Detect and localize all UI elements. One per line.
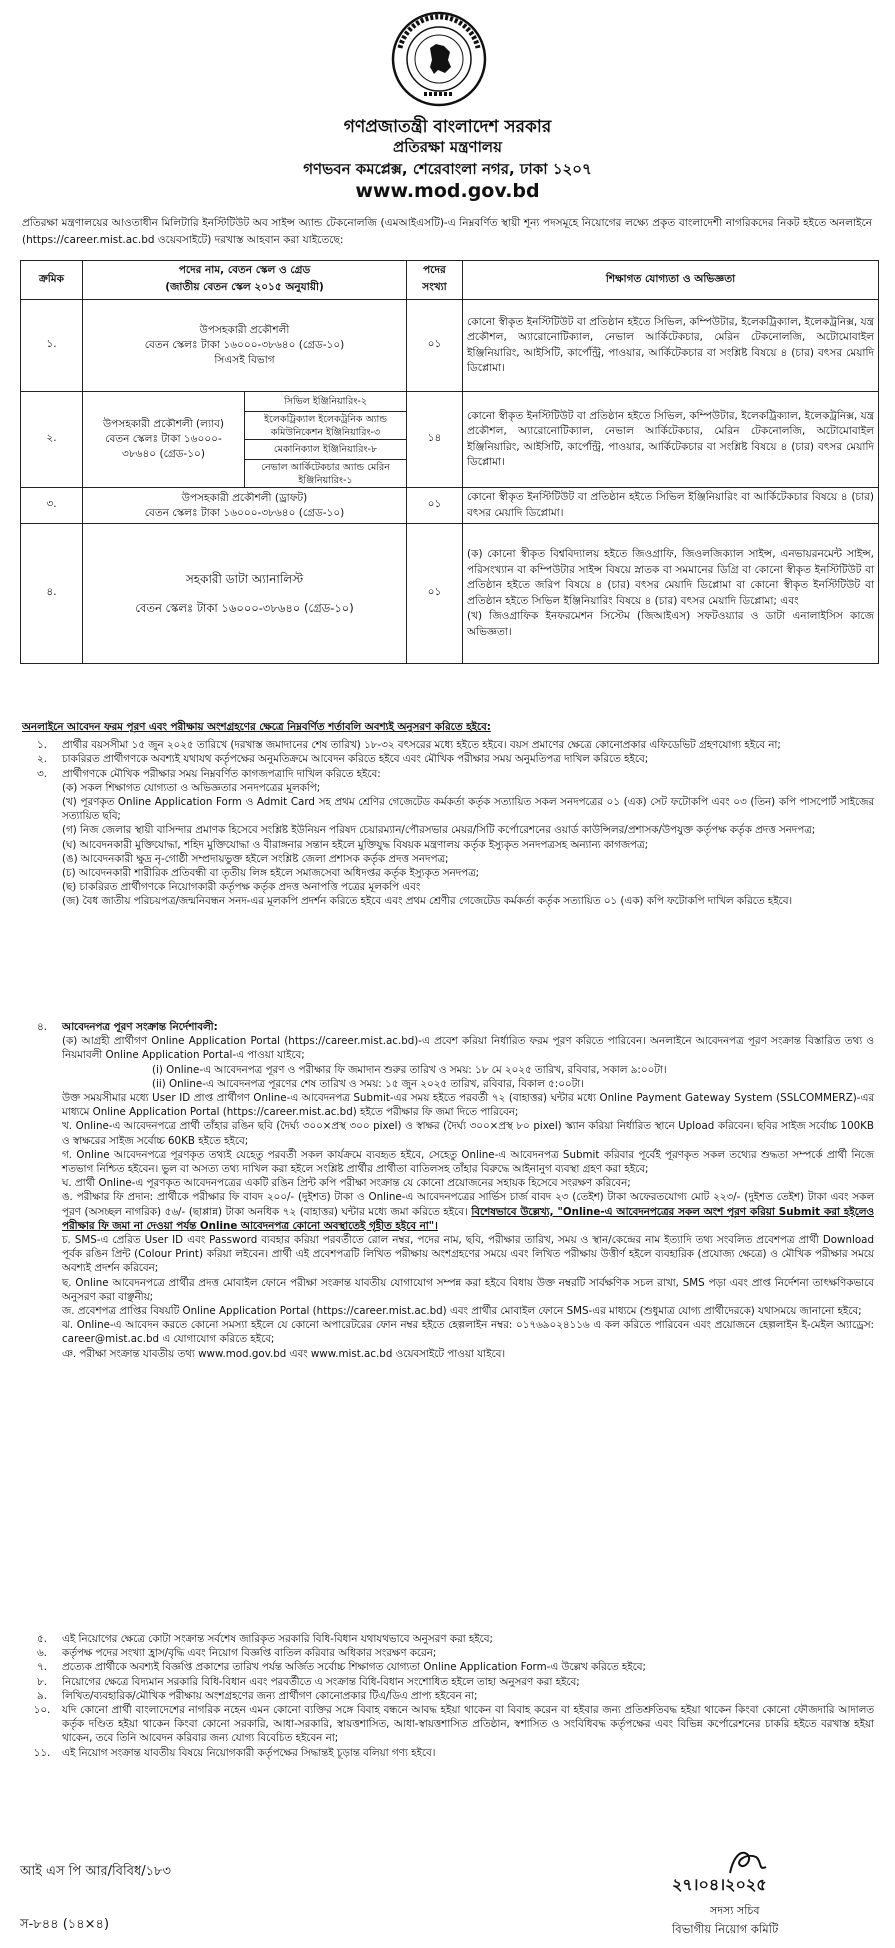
condition-item xyxy=(22,1746,874,1760)
post-name: উপসহকারী প্রকৌশলী xyxy=(199,324,290,336)
subpost-mechanical: মেকানিক্যাল ইঞ্জিনিয়ারিং-৮ xyxy=(245,440,407,460)
row-post xyxy=(83,300,407,392)
document-item: (গ) নিজ জেলার স্থায়ী বাসিন্দার প্রমাণক হিসেবে সংশ্লিষ্ট ইউনিয়ন পরিষদ চেয়ারম্যান/পৌরসভার মেয়র/সিটি কর্পোরেশনের ওয়ার্ড কাউন্সিলর/প্রশাসক/উপযুক্ত কর্তৃপক্ষ কর্তৃক প্রদত্ত সনদপত্র; xyxy=(62,824,816,837)
instruction-nga-text: ঙ. পরীক্ষার ফি প্রদান: প্রার্থীকে পরীক্ষার ফি বাবদ ২০০/- (দুইশত) টাকা ও Online-এ আবেদনপত্রের সার্ভিস চার্জ বাবদ ২৩ (তেইশ) টাকা অফেরতযোগ্য মোট ২২৩/- (দুইশত তেইশ) টাকা এবং সকল পূরণ (অসচ্ছল নাগরিক) ৫৬/- (ছাপ্পান্ন) টাকা অনধিক ৭২ (বাহাত্তর) ঘন্টার মধ্যে জমা করিতে হইবে। xyxy=(62,1191,874,1218)
condition-number: ৩. xyxy=(37,767,47,780)
condition-number: ৭. xyxy=(37,1661,47,1674)
header-serial: ক্রমিক xyxy=(21,261,83,300)
row-post xyxy=(83,524,407,664)
row-serial: ১. xyxy=(21,300,83,392)
header-count-line2: সংখ্যা xyxy=(422,281,447,293)
post-scale: বেতন স্কেলঃ টাকা ১৬০০০-৩৮৬৪০ (গ্রেড-১০) xyxy=(144,339,345,351)
row-qualification: কোনো স্বীকৃত ইনস্টিটিউট বা প্রতিষ্ঠান হইতে সিভিল ইঞ্জিনিয়ারিং বা আর্কিটেকচার বিষয়ে ৪ (চার) বৎসর মেয়াদি ডিপ্লোমা। xyxy=(463,488,879,524)
instruction-cha: চ. SMS-এ প্রেরিত User ID এবং Password ব্যবহার করিয়া পরবর্তীতে রোল নম্বর, পদের নাম, ছবি, পরীক্ষার তারিখ, সময় ও স্থান/কেন্দ্রের নাম ইত্যাদি তথ্য সংবলিত প্রবেশপত্র প্রার্থী Download পূর্বক রঙিন প্রিন্ট (Colour Print) করিয়া লইবেন। প্রার্থী এই প্রবেশপত্রটি লিখিত পরীক্ষায় অংশগ্রহণের সময়ে এবং লিখিত পরীক্ষায় উত্তীর্ণ হইলে ব্যবহারিক (প্রযোজ্য ক্ষেত্রে) ও মৌখিক পরীক্ষার সময়ে অবশ্যই প্রদর্শন করিবেন; xyxy=(62,1234,874,1275)
row-count: ০১ xyxy=(407,488,463,524)
member-secretary: সদস্য সচিব xyxy=(710,1904,760,1917)
condition-item xyxy=(22,738,874,752)
instruction-nya: ঞ. পরীক্ষা সংক্রান্ত যাবতীয় তথ্য www.mod.gov.bd এবং www.mist.ac.bd ওয়েবসাইটে পাওয়া যাইবে। xyxy=(62,1347,506,1360)
condition-item xyxy=(22,767,874,781)
row-serial: ৩. xyxy=(21,488,83,524)
instruction-date-start: (i) Online-এ আবেদনপত্র পূরণ ও পরীক্ষার ফি জমাদান শুরুর তারিখ ও সময়: ১৮ মে ২০২৫ তারিখ, রবিবার, সকাল ৯:০০টা। xyxy=(152,1063,667,1076)
instruction-nga-notice: বিশেষভাবে উল্লেখ্য, "Online-এ আবেদনপত্রের সকল অংশ পূরণ করিয়া Submit করা হইলেও পরীক্ষার ফি জমা না দেওয়া পর্যন্ত Online আবেদনপত্র কোনো অবস্থাতেই গৃহীত হইবে না"। xyxy=(62,1205,874,1232)
header-count-line1: পদের xyxy=(423,264,446,276)
row-qualification: কোনো স্বীকৃত ইনস্টিটিউট বা প্রতিষ্ঠান হইতে সিভিল, কম্পিউটার, ইলেকট্রিক্যাল, ইলেকট্রনিক্স, যন্ত্র প্রকৌশল, অ্যারোনোটিক্যাল, নেভাল আর্কিটেকচার, মেরিন টেকনোলজি, অটোমোবাইল ইঞ্জিনিয়ারিং, আইসিটি, কার্পেন্ট্রি, পাওয়ার, আর্কিটেকচার বা সংশ্লিষ্ট বিষয়ে ৪ (চার) বৎসর মেয়াদি ডিপ্লোমা। xyxy=(463,300,879,392)
document-item: (ক) সকল শিক্ষাগত যোগ্যতা ও অভিজ্ঞতার সনদপত্রের মূলকপি; xyxy=(62,781,321,794)
row-post xyxy=(83,392,245,488)
condition-text: প্রার্থীগণকে মৌখিক পরীক্ষার সময় নিম্নবর্ণিত কাগজপত্রাদি দাখিল করিতে হইবে: xyxy=(62,767,381,780)
ministry-name: প্রতিরক্ষা মন্ত্রণালয় xyxy=(393,138,502,156)
condition-number: ৫. xyxy=(37,1633,47,1645)
condition-number: ৮. xyxy=(37,1675,47,1688)
condition-number: ১১. xyxy=(33,1746,51,1759)
condition-text: প্রার্থীর বয়সসীমা ১৫ জুন ২০২৫ তারিখে (দরখাস্ত জমাদানের শেষ তারিখ) ১৮-৩২ বৎসরের মধ্যে হইতে হইবে। বয়স প্রমাণের ক্ষেত্রে কোনোপ্রকার এফিডেভিট গ্রহণযোগ্য হইবে না; xyxy=(62,739,781,752)
document-item: (ঘ) আবেদনকারী মুক্তিযোদ্ধা, শহিদ মুক্তিযোদ্ধা ও বীরাঙ্গনার সন্তান হইলে মুক্তিযুদ্ধ বিষয়ক মন্ত্রণালয় কর্তৃক ইস্যুকৃত সনদপত্রসহ অন্যান্য কাগজপত্র; xyxy=(62,838,649,851)
condition-text: যদি কোনো প্রার্থী বাংলাদেশের নাগরিক নহেন এমন কোনো ব্যক্তির সঙ্গে বিবাহ বন্ধনে আবদ্ধ হইয়া থাকেন বা বিবাহ করেন বা হইবার জন্য প্রতিশ্রুতিবদ্ধ হইয়া থাকেন কিংবা কোনো ফৌজদারি আদালত কর্তৃক দণ্ডিত হইয়া থাকেন কিংবা কোনো সরকারি, আধা-সরকারি, স্বায়ত্তশাসিত, আধা-স্বায়ত্তশাসিত প্রতিষ্ঠান, স্বশাসিত ও সংবিধিবদ্ধ কর্তৃপক্ষের এবং বিভিন্ন কর্পোরেশনের চাকরি হইতে বরখাস্ত হইয়া থাকেন, তবে তিনি আবেদন করিবার জন্য যোগ্য বিবেচিত হইবেন না; xyxy=(62,1704,874,1745)
condition-number: ৯. xyxy=(37,1689,47,1702)
table-row xyxy=(21,488,879,524)
recruitment-committee: বিভাগীয় নিয়োগ কমিটি xyxy=(672,1922,779,1936)
row-serial: ৪. xyxy=(21,524,83,664)
post-scale: বেতন স্কেলঃ টাকা ১৬০০০-৩৮৬৪০ (গ্রেড-১০) xyxy=(144,506,345,519)
condition-item xyxy=(22,1703,874,1746)
condition-text: প্রত্যেক প্রার্থীকে অবশ্যই বিজ্ঞপ্তি প্রকাশের তারিখ পর্যন্ত অর্জিত সর্বোচ্চ শিক্ষাগত যোগ্যতা Online Application Form-এ উল্লেখ করিতে হইবে; xyxy=(62,1661,646,1674)
row-post xyxy=(83,488,407,524)
condition-number: ১. xyxy=(37,739,47,752)
tail-conditions xyxy=(22,1632,874,1760)
header-post xyxy=(83,261,407,300)
header-post-line1: পদের নাম, বেতন স্কেল ও গ্রেড xyxy=(178,264,311,276)
subpost-eee: ইলেকট্রিক্যাল ইলেকট্রনিক অ্যান্ড কমিউনিকেশন ইঞ্জিনিয়ারিং-৩ xyxy=(245,412,407,440)
section4-number: ৪. xyxy=(37,1021,47,1033)
condition-text: লিখিত/ব্যবহারিক/মৌখিক পরীক্ষায় অংশগ্রহণের জন্য প্রার্থীগণ কোনোপ্রকার টিএ/ডিএ প্রাপ্য হইবেন না; xyxy=(62,1689,478,1702)
instruction-ka: (ক) আগ্রহী প্রার্থীগণ Online Application Portal (https://career.mist.ac.bd)-এ প্রবেশ করিয়া নির্ধারিত ফরম পূরণ করিতে পারিবেন। অনলাইনে আবেদনপত্র পূরণ সংক্রান্ত বিস্তারিত তথ্য ও নিয়মাবলী Online Application Portal-এ পাওয়া যাইবে; xyxy=(62,1035,874,1062)
table-row xyxy=(21,392,879,412)
row-qualification xyxy=(463,524,879,664)
document-item: (ছ) চাকরিরত প্রার্থীগণকে নিয়োগকারী কর্তৃপক্ষ কর্তৃক প্রদত্ত অনাপত্তি পত্রের মূলকপি এবং xyxy=(62,881,421,894)
row-count: ০১ xyxy=(407,300,463,392)
section4-heading-row xyxy=(22,1020,874,1034)
conditions-section xyxy=(22,720,874,909)
instruction-nga xyxy=(22,1190,874,1233)
application-instructions xyxy=(22,1020,874,1361)
instruction-gha: ঘ. প্রার্থী Online-এ পূরণকৃত আবেদনপত্রের একটি রঙিন প্রিন্ট কপি পরীক্ষা সংক্রান্ত যে কোনো প্রয়োজনের সহায়ক হিসেবে সংরক্ষণ করিবেন; xyxy=(62,1177,631,1190)
subpost-civil: সিভিল ইঞ্জিনিয়ারিং-২ xyxy=(245,392,407,412)
condition-item xyxy=(22,1660,874,1674)
document-item: (জ) বৈধ জাতীয় পরিচয়পত্র/জন্মনিবন্ধন সনদ-এর মূলকপি প্রদর্শন করিতে হইবে এবং প্রথম শ্রেণীর গেজেটেড কর্মকর্তা কর্তৃক সত্যায়িত ০১ (এক) কপি ফটোকপি দাখিল করিতে হইবে। xyxy=(62,895,793,908)
intro-paragraph: প্রতিরক্ষা মন্ত্রণালয়ের আওতাধীন মিলিটারি ইনস্টিটিউট অব সাইন্স অ্যান্ড টেকনোলজি (এমআইএসটি)-এ নিম্নবর্ণিত স্থায়ী শূন্য পদসমূহে নিয়োগের লক্ষ্যে প্রকৃত বাংলাদেশী নাগরিকদের নিকট হইতে অনলাইনে (https://career.mist.ac.bd ওয়েবসাইটে) দরখাস্ত আহবান করা যাইতেছে: xyxy=(22,217,872,246)
instruction-ja: জ. প্রবেশপত্র প্রাপ্তির বিষয়টি Online Application Portal (https://career.mist.ac.bd) এবং প্রার্থীর মোবাইল ফোনে SMS-এর মাধ্যমে (শুধুমাত্র যোগ্য প্রার্থীদেরকে) যথাসময়ে জানানো হইবে; xyxy=(62,1305,862,1318)
instruction-ga: গ. Online আবেদনপত্রে পূরণকৃত তথ্যই যেহেতু পরবর্তী সকল কার্যক্রমে ব্যবহৃত হইবে, সেহেতু Online-এ আবেদনপত্র Submit করিবার পূর্বেই পূরণকৃত সকল তথ্যের শুদ্ধতা সম্পর্কে প্রার্থী নিজে শতভাগ নিশ্চিত হইবেন। ভুল বা অসত্য তথ্য দাখিল করা হইলে সংশ্লিষ্ট প্রার্থীর প্রার্থীতা বাতিলসহ তাঁহার বিরুদ্ধে আইনানুগ ব্যবস্থা গ্রহণ করা হইবে; xyxy=(62,1148,874,1176)
condition-item xyxy=(22,1675,874,1689)
qualification-a: (ক) কোনো স্বীকৃত বিশ্ববিদ্যালয় হইতে জিওগ্রাফি, জিওলজিক্যাল সাইন্স, এনভায়রনমেন্ট সাইন্স, পরিসংখ্যান বা কম্পিউটার সাইন্স বিষয়ে স্নাতক বা সমমানের ডিগ্রি বা কোনো স্বীকৃত ইনস্টিটিউট বা প্রতিষ্ঠান হইতে জরিপ বিষয়ে ৪ (চার) বৎসর মেয়াদি ডিপ্লোমা বা কোনো স্বীকৃত ইনস্টিটিউট বা প্রতিষ্ঠান হইতে সিভিল ইঞ্জিনিয়ারিং বিষয়ে ৪ (চার) বৎসর মেয়াদি ডিপ্লোমা; এবং xyxy=(467,548,874,607)
condition-text: এই নিয়োগের ক্ষেত্রে কোটা সংক্রান্ত সর্বশেষ জারিকৃত সরকারি বিধি-বিধান যথাযথভাবে অনুসরণ করা হইবে; xyxy=(62,1633,493,1645)
condition-item xyxy=(22,1646,874,1660)
table-header-row xyxy=(21,261,879,300)
post-name: উপসহকারী প্রকৌশলী (ড্রাফট) xyxy=(181,491,308,504)
posts-table xyxy=(20,260,879,664)
serial-code: স-৮৪৪ (১৪×৪) xyxy=(20,1917,110,1932)
header-qualification: শিক্ষাগত যোগ্যতা ও অভিজ্ঞতা xyxy=(463,261,879,300)
row-count: ০১ xyxy=(407,524,463,664)
header-post-line2: (জাতীয় বেতন স্কেল ২০১৫ অনুযায়ী) xyxy=(165,281,324,293)
instruction-date-end: (ii) Online-এ আবেদনপত্র পূরণের শেষ তারিখ ও সময়: ১৫ জুন ২০২৫ তারিখ, রবিবার, বিকাল ৫:০০টা। xyxy=(152,1077,584,1090)
ministry-address: গণভবন কমপ্লেক্স, শেরেবাংলা নগর, ঢাকা ১২০৭ xyxy=(303,160,592,178)
row-serial: ২. xyxy=(21,392,83,488)
condition-text: চাকরিরত প্রার্থীগণকে অবশ্যই যথাযথ কর্তৃপক্ষের অনুমতিক্রমে আবেদন করিতে হইবে এবং মৌখিক পরীক্ষার সময় অনুমতিপত্র দাখিল করিতে হইবে; xyxy=(62,753,649,766)
post-scale-line2: ৩৮৬৪০ (গ্রেড-১০) xyxy=(122,448,205,460)
condition-text: কর্তৃপক্ষ পদের সংখ্যা হ্রাস/বৃদ্ধি এবং নিয়োগ বিজ্ঞপ্তি বাতিল করিবার অধিকার সংরক্ষণ করেন; xyxy=(62,1647,437,1660)
instruction-payment: উক্ত সময়সীমার মধ্যে User ID প্রাপ্ত প্রার্থীগণ Online-এ আবেদনপত্র Submit-এর সময় হইতে পরবর্তী ৭২ (বাহাত্তর) ঘন্টার মধ্যে Online Payment Gateway System (SSLCOMMERZ)-এর মাধ্যমে Online Application Portal (https://career.mist.ac.bd) হইতে পরীক্ষার ফি জমা দিতে পারিবেন; xyxy=(62,1092,874,1119)
section4-heading: আবেদনপত্র পূরণ সংক্রান্ত নির্দেশাবলী: xyxy=(62,1021,218,1033)
condition-number: ৬. xyxy=(37,1647,47,1660)
document-item: (ঙ) আবেদনকারী ক্ষুদ্র নৃ-গোষ্ঠী সম্প্রদায়ভুক্ত হইলে সংশ্লিষ্ট জেলা প্রশাসক কর্তৃক প্রদত্ত সনদপত্র; xyxy=(62,852,449,865)
subpost-naval: নেভাল আর্কিটেকচার অ্যান্ড মেরিন ইঞ্জিনিয়ারিং-১ xyxy=(245,460,407,488)
post-scale: বেতন স্কেলঃ টাকা ১৬০০০-৩৮৬৪০ (গ্রেড-১০) xyxy=(135,600,354,615)
row-qualification: কোনো স্বীকৃত ইনস্টিটিউট বা প্রতিষ্ঠান হইতে সিভিল, কম্পিউটার, ইলেকট্রিক্যাল, ইলেকট্রনিক্স, যন্ত্র প্রকৌশল, অ্যারোনোটিক্যাল, নেভাল আর্কিটেকচার, মেরিন টেকনোলজি, অটোমোবাইল ইঞ্জিনিয়ারিং, আইসিটি, কার্পেন্ট্রি, পাওয়ার, আর্কিটেকচার বা সংশ্লিষ্ট বিষয়ে ৪ (চার) বৎসর মেয়াদি ডিপ্লোমা। xyxy=(463,392,879,488)
condition-item xyxy=(22,1632,874,1646)
document-item: (চ) আবেদনকারী শারীরিক প্রতিবন্ধী বা তৃতীয় লিঙ্গ হইলে সমাজসেবা অধিদপ্তর কর্তৃক ইস্যুকৃত সনদপত্র; xyxy=(62,867,480,880)
condition-number: ১০. xyxy=(33,1704,51,1717)
documents-list xyxy=(22,781,874,909)
post-name: সহকারী ডাটা অ্যানালিস্ট xyxy=(185,571,304,586)
table-row xyxy=(21,524,879,664)
instruction-kha: খ. Online-এ আবেদনপত্রে প্রার্থী তাঁহার রঙিন ছবি (দৈর্ঘ্য ৩০০×প্রস্থ ৩০০ pixel) ও স্বাক্ষর (দৈর্ঘ্য ৩০০×প্রস্থ ৮০ pixel) স্ক্যান করিয়া নির্ধারিত স্থানে Upload করিবেন। ছবির সাইজ সর্বোচ্চ 100KB ও স্বাক্ষরের সাইজ সর্বোচ্চ 60KB হইতে হইবে; xyxy=(62,1120,874,1147)
condition-number: ২. xyxy=(37,753,47,766)
instruction-jha: ঝ. Online-এ আবেদন করতে কোনো সমস্যা হইলে যে কোনো অপারেটরের ফোন নম্বর হইতে হেল্পলাইন নম্বর: ০১৭৬৯০২৪১১৬ এ কল করিতে পারিবেন এবং প্রয়োজনে হেল্পলাইন ই-মেইল অ্যাড্রেস: career@mist.ac.bd এ যোগাযোগ করিতে হইবে; xyxy=(62,1319,874,1346)
row-count: ১৪ xyxy=(407,392,463,488)
government-seal-logo xyxy=(390,10,488,108)
conditions-heading: অনলাইনে আবেদন ফরম পূরণ এবং পরীক্ষায় অংশগ্রহণের ক্ষেত্রে নিম্নবর্ণিত শর্তাবলি অবশ্যই অনুসরণ করিতে হইবে: xyxy=(22,721,491,733)
government-title: গণপ্রজাতন্ত্রী বাংলাদেশ সরকার xyxy=(343,117,552,137)
post-dept: সিএসই বিভাগ xyxy=(214,354,275,366)
ministry-website: www.mod.gov.bd xyxy=(355,180,540,202)
condition-item xyxy=(22,752,874,766)
table-row xyxy=(21,300,879,392)
isp-reference: আই এস পি আর/বিবিধ/১৮৩ xyxy=(20,1864,171,1879)
condition-text: এই নিয়োগ সংক্রান্ত যাবতীয় বিষয়ে নিয়োগকারী কর্তৃপক্ষের সিদ্ধান্তই চূড়ান্ত বলিয়া গণ্য হইবে। xyxy=(62,1746,436,1759)
condition-item xyxy=(22,1689,874,1703)
header-count xyxy=(407,261,463,300)
document-item: (খ) পূরণকৃত Online Application Form ও Admit Card সহ প্রথম শ্রেণির গেজেটেড কর্মকর্তা কর্তৃক সত্যায়িত সকল সনদপত্রের ০১ (এক) সেট ফটোকপি এবং ০৩ (তিন) কপি পাসপোর্ট সাইজের সত্যায়িত ছবি; xyxy=(62,796,874,823)
post-scale-line1: বেতন স্কেলঃ টাকা ১৬০০০- xyxy=(105,433,222,445)
signature-date: ২৭।০৪।২০২৫ xyxy=(672,1875,767,1894)
qualification-b: (খ) জিওগ্রাফিক ইনফরমেশন সিস্টেম (জিআইএস) সফটওয়্যার ও ডাটা এনালাইসিস কাজে অভিজ্ঞতা। xyxy=(467,610,874,638)
condition-text: নিয়োগের ক্ষেত্রে বিদ্যমান সরকারি বিধি-বিধান এবং পরবর্তীতে এ সংক্রান্ত বিধি-বিধান সংশোধিত হইলে তাহা অনুসরণ করা হইবে; xyxy=(62,1675,580,1688)
post-name: উপসহকারী প্রকৌশলী (ল্যাব) xyxy=(102,418,224,430)
instruction-chha: ছ. Online আবেদনপত্রে প্রার্থীর প্রদত্ত মোবাইল ফোনে পরীক্ষা সংক্রান্ত যাবতীয় যোগাযোগ সম্পন্ন করা হইবে বিধায় উক্ত নম্বরটি সার্বক্ষণিক সচল রাখা, SMS পড়া এবং প্রাপ্ত নির্দেশনা তাৎক্ষণিকভাবে অনুসরণ করা বাঞ্ছনীয়; xyxy=(62,1276,874,1303)
